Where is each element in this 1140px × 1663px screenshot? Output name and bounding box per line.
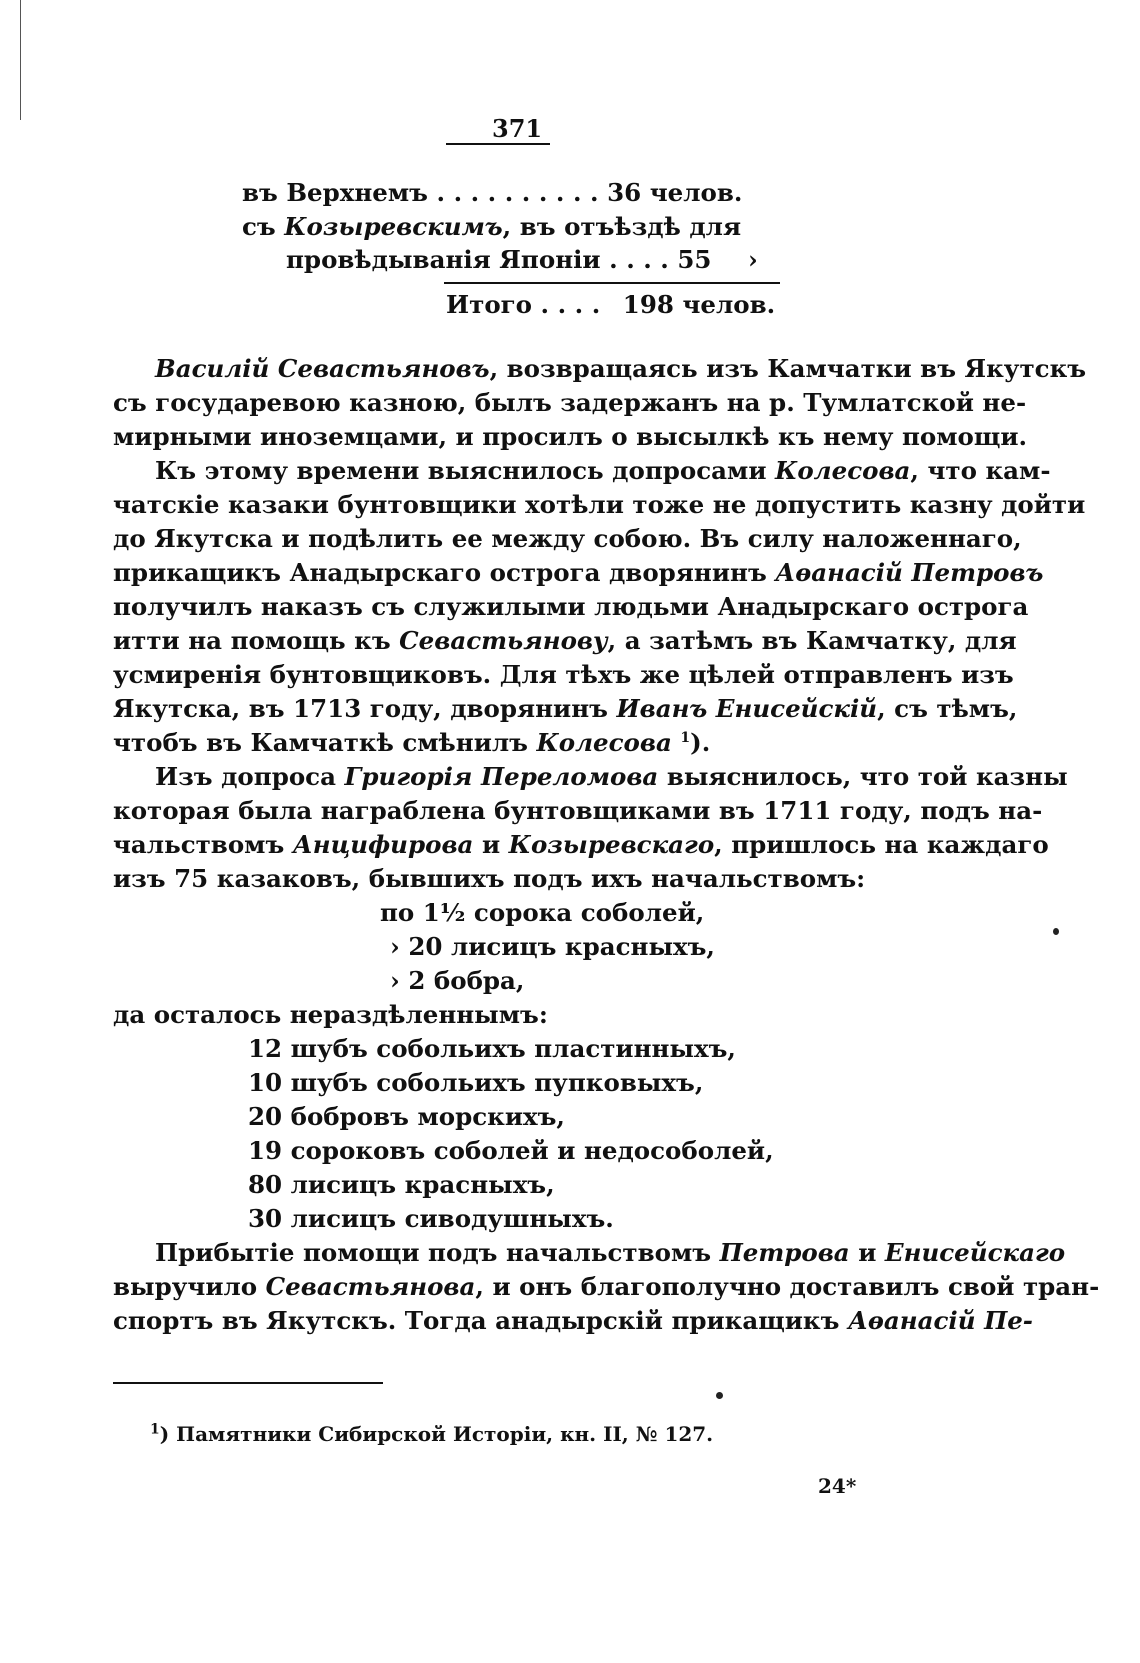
text-line: прикащикъ Анадырскаго острога дворянинъ Аѳанасій Петровъ [113, 558, 1044, 587]
footnote-text: ) Памятники Сибирской Исторіи, кн. II, № 127. [159, 1422, 714, 1446]
person-name: Аѳанасій Петровъ [775, 558, 1044, 587]
text-line: которая была награблена бунтовщиками въ 1711 году, подъ на- [113, 796, 1043, 825]
text-line: Изъ допроса Григорія Переломова выяснилось, что той казны [155, 762, 1068, 791]
list-item: › 2 бобра, [390, 966, 525, 995]
footnote-mark: 1 [150, 1421, 160, 1438]
tally-value: 55 [677, 245, 712, 274]
text-line: съ государевою казною, былъ задержанъ на р. Тумлатской не- [113, 388, 1027, 417]
text-line: выручило Севастьянова, и онъ благополучно доставилъ свой тран- [113, 1272, 1100, 1301]
scan-margin-line [20, 0, 21, 120]
person-name: Петрова [719, 1238, 850, 1267]
text-line: итти на помощь къ Севастьянову, а затѣмъ въ Камчатку, для [113, 626, 1017, 655]
text-line: Прибытіе помощи подъ начальствомъ Петрова и Енисейскаго [155, 1238, 1066, 1267]
footnote-ref: 1 [680, 729, 691, 746]
tally-value: 36 челов. [607, 178, 743, 207]
text-line: чтобъ въ Камчаткѣ смѣнилъ Колесова $^1$). [113, 728, 711, 757]
tally-row-upper [242, 176, 742, 210]
text-line: Къ этому времени выяснилось допросами Колесова, что кам- [155, 456, 1051, 485]
scan-speck [1053, 928, 1059, 935]
text-line: получилъ наказъ съ служилыми людьми Анадырскаго острога [113, 592, 1029, 621]
person-name: Козыревскимъ [284, 212, 503, 241]
list-item: 30 лисицъ сиводушныхъ. [248, 1204, 614, 1233]
tally-row-japan [286, 243, 758, 277]
person-name: Анцифирова [292, 830, 474, 859]
text-line: Василій Севастьяновъ, возвращаясь изъ Камчатки въ Якутскъ [155, 354, 1087, 383]
list-item: 20 бобровъ морскихъ, [248, 1102, 565, 1131]
ditto-mark: › [748, 245, 758, 274]
text-line: чатскіе казаки бунтовщики хотѣли тоже не допустить казну дойти [113, 490, 1086, 519]
list-item: 19 сороковъ соболей и недособолей, [248, 1136, 774, 1165]
tally-label: провѣдыванія Японіи . . . . [286, 245, 669, 274]
text-line: усмиренія бунтовщиковъ. Для тѣхъ же цѣлей отправленъ изъ [113, 660, 1014, 689]
remainder-intro: да осталось нераздѣленнымъ: [113, 1000, 548, 1029]
person-name: Колесова [775, 456, 911, 485]
text-line: чальствомъ Анцифирова и Козыревскаго, пришлось на каждаго [113, 830, 1049, 859]
person-name: Василій Севастьяновъ [155, 354, 490, 383]
person-name: Севастьянова [265, 1272, 476, 1301]
list-item: 80 лисицъ красныхъ, [248, 1170, 555, 1199]
person-name: Аѳанасій Пе- [847, 1306, 1033, 1335]
signature-mark: 24* [818, 1474, 857, 1498]
text-line: изъ 75 казаковъ, бывшихъ подъ ихъ начальствомъ: [113, 864, 866, 893]
text-line: до Якутска и подѣлить ее между собою. Въ силу наложеннаго, [113, 524, 1022, 553]
list-item: › 20 лисицъ красныхъ, [390, 932, 715, 961]
text-line: мирными иноземцами, и просилъ о высылкѣ къ нему помощи. [113, 422, 1028, 451]
total-value: 198 челов. [622, 290, 776, 319]
total-label: Итого . . . . [446, 290, 601, 319]
person-name: Севастьянову [399, 626, 608, 655]
text-line: спортъ въ Якутскъ. Тогда анадырскій прикащикъ Аѳанасій Пе- [113, 1306, 1033, 1335]
person-name: Иванъ Енисейскій [616, 694, 878, 723]
text-line: Якутска, въ 1713 году, дворянинъ Иванъ Енисейскій, съ тѣмъ, [113, 694, 1018, 723]
list-item: по 1½ сорока соболей, [380, 898, 705, 927]
page-number: 371 [492, 114, 543, 143]
tally-row-kozyrevsky: съ Козыревскимъ, въ отъѣздѣ для [242, 212, 742, 241]
total-rule [444, 282, 780, 284]
footnote-rule [113, 1382, 383, 1384]
tally-label: въ Верхнемъ . . . . . . . . . . [242, 178, 599, 207]
tally-total [446, 288, 775, 322]
scan-speck [716, 1392, 723, 1399]
person-name: Козыревскаго [508, 830, 715, 859]
person-name: Григорія Переломова [344, 762, 659, 791]
list-item: 12 шубъ собольихъ пластинныхъ, [248, 1034, 736, 1063]
person-name: Енисейскаго [884, 1238, 1066, 1267]
page-number-rule [446, 143, 550, 145]
footnote [150, 1420, 713, 1448]
person-name: Колесова [536, 728, 672, 757]
list-item: 10 шубъ собольихъ пупковыхъ, [248, 1068, 704, 1097]
